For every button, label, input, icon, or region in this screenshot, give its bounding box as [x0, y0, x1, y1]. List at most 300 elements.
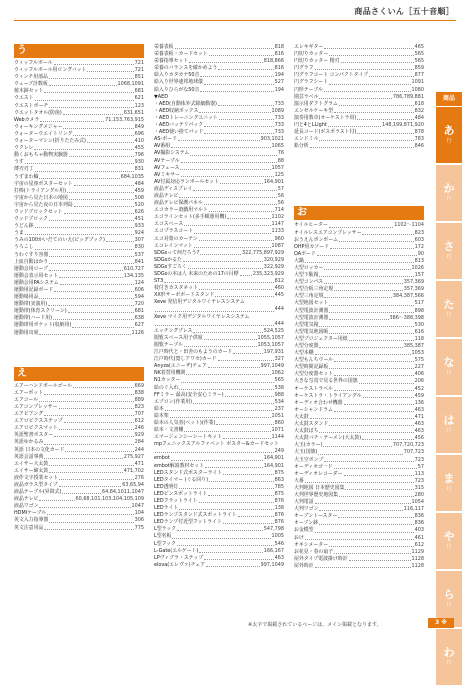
entry-name: LEDピンスポットライト — [154, 490, 208, 497]
entry-page: 463 — [414, 421, 424, 428]
dot-leader — [329, 84, 411, 85]
index-entry — [154, 306, 284, 313]
entry-name: 絵入りカタカナ50音 — [154, 72, 200, 79]
index-entry — [14, 439, 144, 446]
dot-leader — [199, 552, 262, 553]
entry-name: 英語会話事典 — [14, 453, 44, 460]
dot-leader — [63, 128, 133, 129]
entry-name: 大型分度器セット — [294, 371, 334, 378]
entry-page: 816 — [274, 51, 284, 58]
dot-leader — [49, 472, 123, 473]
entry-name: AV番組 — [154, 143, 171, 150]
entry-name: 絵本の人気者(ベット)(作業) — [154, 419, 216, 426]
entry-page: 818 — [274, 44, 284, 50]
dot-leader — [194, 233, 271, 234]
entry-name: ウィッフルボール — [14, 60, 53, 66]
dot-leader — [334, 390, 414, 391]
index-entry — [14, 322, 144, 329]
gyo-tab-0[interactable] — [436, 107, 462, 163]
index-entry — [294, 400, 424, 407]
dot-leader — [179, 509, 274, 510]
index-entry — [14, 131, 144, 138]
dot-leader — [220, 183, 263, 184]
index-entry — [14, 411, 144, 418]
section-heading-u: う — [14, 44, 144, 58]
entry-page: 846 — [414, 143, 424, 150]
dot-leader — [305, 539, 414, 540]
dot-leader — [199, 112, 270, 113]
index-entry — [14, 525, 144, 532]
entry-name: SDGsかるた — [154, 256, 182, 263]
index-entry — [14, 88, 144, 95]
index-entry — [154, 526, 284, 533]
entry-page: 56 — [277, 200, 284, 207]
index-entry — [154, 470, 284, 477]
dot-leader — [324, 91, 411, 92]
entry-page: 306 — [134, 517, 144, 524]
dot-leader — [59, 479, 134, 480]
gyo-tab-5[interactable] — [436, 397, 462, 453]
dot-leader — [35, 249, 134, 250]
entry-name: お金模型 — [294, 527, 314, 534]
dot-leader — [177, 545, 274, 546]
entry-page: 707,723 — [403, 449, 424, 456]
entry-page: 1055,1057 — [257, 334, 284, 341]
index-entry — [294, 549, 424, 556]
entry-page: 775 — [134, 524, 144, 531]
entry-name: ウォーターマシン(折りたたみ式) — [14, 138, 86, 145]
entry-name: ▼AED — [154, 93, 168, 100]
entry-page: 898 — [414, 307, 424, 314]
dot-leader — [349, 340, 414, 341]
index-entry — [294, 251, 424, 258]
entry-page: 57 — [417, 463, 424, 470]
index-entry — [154, 101, 284, 108]
entry-page: 1091 — [411, 79, 424, 86]
entry-page: 463 — [274, 554, 284, 561]
entry-name: オーケストラベル — [294, 385, 333, 392]
index-entry — [294, 464, 424, 471]
entry-page: 997,1049 — [260, 561, 284, 568]
entry-page: 681 — [134, 88, 144, 95]
entry-name: ・AED収納ボックス — [154, 107, 199, 114]
entry-page: 1068,1091 — [117, 81, 144, 88]
dot-leader — [172, 538, 270, 539]
index-entry — [154, 271, 284, 278]
page-number: 3 ※ — [428, 618, 454, 628]
entry-name: 大太鼓バチ・テーメン(大太鼓) — [294, 435, 362, 442]
index-entry — [294, 87, 424, 94]
index-entry — [154, 193, 284, 200]
entry-name: ウェーブ計数板 — [14, 81, 48, 88]
dot-leader — [204, 133, 273, 134]
dot-leader — [218, 69, 273, 70]
index-entry — [154, 463, 284, 470]
entry-name: LED透明灯 — [154, 483, 179, 490]
entry-name: 絵本・文書棚 — [154, 427, 184, 434]
index-entry — [154, 79, 284, 86]
entry-name: mpフェニックスアルファベット ボスター&カードセット — [154, 441, 279, 448]
entry-name: 閲覧スペース用子供席 — [154, 334, 203, 341]
entry-name: うわぐすり容器 — [14, 251, 49, 258]
tab-kana: ま — [443, 472, 455, 485]
dot-leader — [329, 546, 414, 547]
dot-leader — [334, 290, 403, 291]
dot-leader — [329, 368, 413, 369]
gyo-tab-3[interactable] — [436, 281, 462, 337]
page-title: 商品さくいん［五十音順］ — [354, 7, 454, 16]
entry-page: 1089 — [271, 107, 284, 114]
entry-name: エプロン(作業用) — [154, 398, 193, 405]
dot-leader — [319, 140, 413, 141]
dot-leader — [208, 367, 260, 368]
dot-leader — [319, 98, 391, 99]
entry-page: 859 — [414, 65, 424, 72]
dot-leader — [225, 396, 274, 397]
gyo-tab-9[interactable] — [436, 629, 462, 685]
index-entry — [14, 124, 144, 131]
dot-leader — [44, 458, 122, 459]
entry-name: SDGsの本は人 未来のための17の目標 — [154, 271, 239, 277]
dot-leader — [25, 163, 134, 164]
entry-page: 456 — [414, 435, 424, 442]
dot-leader — [49, 465, 133, 466]
entry-page: 471,702 — [123, 467, 144, 474]
dot-leader — [59, 429, 134, 430]
entry-page: 1102〜1104 — [394, 222, 424, 229]
tab-gyo: 行 — [446, 370, 452, 376]
dot-leader — [345, 489, 413, 490]
tab-kana: な — [443, 356, 455, 369]
index-entry — [154, 129, 284, 136]
entry-name: 円グラフ — [294, 65, 314, 72]
entry-name: エレキギター — [294, 44, 324, 50]
entry-name: 宇宙の星座ポスターセット — [14, 180, 73, 187]
entry-name: 運動帯(体育スクリーン) — [14, 308, 67, 315]
entry-page: 484 — [414, 114, 424, 121]
entry-name: 大型三角定規 — [294, 293, 324, 300]
index-entry — [14, 95, 144, 102]
dot-leader — [184, 431, 270, 432]
entry-page: 1051 — [271, 412, 284, 419]
dot-leader — [64, 422, 134, 423]
entry-name: 液晶テレビ — [154, 192, 179, 199]
entry-page: 733 — [274, 114, 284, 121]
entry-page: 878 — [414, 129, 424, 136]
entry-page: 924 — [134, 230, 144, 237]
entry-name: 屋外タイプ電波掛け時計 — [294, 555, 348, 562]
entry-name: エコカラー遊戯用マルト — [154, 207, 208, 214]
entry-name: 運動用記録ボード — [14, 287, 54, 293]
entry-page: 1047 — [131, 503, 144, 510]
index-entry — [294, 308, 424, 315]
entry-name: 大玉(カラー) — [294, 442, 323, 449]
entry-page: 565 — [274, 377, 284, 384]
dot-leader — [68, 312, 134, 313]
index-entry — [294, 79, 424, 86]
entry-name: 大型合板三角定規 — [294, 286, 334, 293]
dot-leader — [49, 85, 117, 86]
entry-page: 813 — [414, 257, 424, 264]
dot-leader — [315, 567, 411, 568]
index-list-e — [14, 383, 144, 532]
gyo-tab-1[interactable] — [436, 165, 462, 221]
dot-leader — [204, 126, 273, 127]
index-entry — [154, 243, 284, 250]
dot-leader — [39, 334, 130, 335]
entry-name: 絵のぐ入れ — [154, 384, 179, 391]
dot-leader — [180, 169, 270, 170]
entry-page: 463 — [414, 428, 424, 435]
entry-name: 大判世界歴史地図集 — [294, 491, 339, 498]
entry-page: 903,1021 — [260, 136, 284, 143]
dot-leader — [193, 332, 262, 333]
dot-leader — [324, 297, 392, 298]
entry-page: 723 — [414, 456, 424, 463]
index-entry — [294, 457, 424, 464]
entry-name: エアロビクスステップ — [14, 418, 63, 425]
entry-page: 714 — [274, 207, 284, 214]
index-entry — [14, 461, 144, 468]
entry-page: 537 — [134, 251, 144, 258]
dot-leader — [310, 147, 414, 148]
dot-leader — [60, 284, 134, 285]
dot-leader — [209, 55, 274, 56]
dot-leader — [218, 105, 274, 106]
entry-name: SDGsって何だろう? — [154, 249, 200, 256]
dot-leader — [72, 327, 133, 328]
tab-gyo: 行 — [446, 660, 452, 666]
dot-leader — [186, 374, 270, 375]
entry-name: エアコール — [14, 396, 39, 403]
dot-leader — [59, 486, 122, 487]
entry-name: エマージェンシーシートキット — [154, 434, 222, 441]
entry-name: 運動場用品 — [14, 294, 39, 301]
entry-page: 877 — [414, 72, 424, 79]
dot-leader — [73, 387, 134, 388]
tab-gyo: 行 — [446, 602, 452, 608]
entry-name: エアピアング — [14, 411, 44, 418]
entry-page: 445 — [274, 292, 284, 299]
entry-page: 1147 — [271, 221, 284, 228]
index-list-o — [294, 222, 424, 570]
dot-leader — [190, 155, 277, 156]
entry-page: 386〜388,398 — [389, 314, 424, 321]
entry-name: SDGsすごろく — [154, 263, 187, 270]
entry-page: 157 — [414, 272, 424, 279]
entry-page: 638 — [134, 315, 144, 322]
index-entry — [294, 386, 424, 393]
dot-leader — [54, 291, 134, 292]
dot-leader — [223, 523, 274, 524]
entry-page: 538 — [274, 384, 284, 391]
entry-name: 大型電波計測器 — [294, 307, 329, 314]
dot-leader — [179, 389, 273, 390]
entry-name: 植木鉢セット — [14, 88, 44, 95]
dot-leader — [44, 415, 134, 416]
entry-name: エアロビクスマット — [14, 425, 58, 432]
index-entry — [154, 250, 284, 257]
entry-page: 71,153,763,915 — [105, 116, 144, 123]
entry-page: 134,135 — [123, 272, 144, 279]
entry-page: 612 — [134, 418, 144, 425]
index-entry — [14, 418, 144, 425]
entry-page: 452 — [414, 385, 424, 392]
gyo-tab-6[interactable] — [436, 455, 462, 511]
entry-page: 796 — [134, 152, 144, 159]
dot-leader — [318, 454, 402, 455]
entry-page: 444 — [274, 306, 284, 313]
entry-name: AV撮影システム — [154, 150, 190, 157]
index-column-3 — [294, 44, 424, 570]
dot-leader — [329, 227, 393, 228]
entry-page: 863 — [274, 476, 284, 483]
index-entry — [14, 475, 144, 482]
entry-name: elova(エレヴァ)チェア — [154, 561, 206, 568]
dot-leader — [334, 411, 414, 412]
index-entry — [154, 328, 284, 335]
index-entry — [294, 265, 424, 272]
dot-leader — [329, 312, 413, 313]
entry-name: 大型本棚 — [294, 350, 314, 357]
dot-leader — [171, 460, 263, 461]
index-entry — [294, 478, 424, 485]
index-entry — [154, 548, 284, 555]
tab-gyo: 行 — [446, 196, 452, 202]
dot-leader — [170, 417, 271, 418]
entry-page: 459 — [134, 187, 144, 194]
dot-leader — [69, 156, 134, 157]
entry-name: 大判地図 日本歴史図集 — [294, 484, 345, 491]
entry-name: オーケストラ・トライアングル — [294, 392, 362, 399]
entry-name: AVミキサー — [154, 171, 180, 178]
index-entry — [294, 471, 424, 478]
entry-page: 463 — [414, 406, 424, 413]
dot-leader — [49, 263, 133, 264]
entry-page: 610,727 — [123, 265, 144, 272]
dot-leader — [155, 452, 274, 453]
entry-page: 64,84,1011,1047 — [101, 489, 144, 496]
index-entry — [14, 181, 144, 188]
index-entry — [294, 237, 424, 244]
entry-page: 406 — [414, 371, 424, 378]
index-entry — [294, 322, 424, 329]
entry-name: AS-ボード — [154, 136, 177, 143]
entry-page: 88 — [277, 157, 284, 164]
entry-name: 栄養指導セット — [154, 58, 189, 65]
entry-name: 栄養のバランスを確かめよう — [154, 65, 218, 72]
index-entry — [14, 195, 144, 202]
entry-name: 上皿自動はかり — [14, 258, 49, 265]
index-entry — [14, 468, 144, 475]
entry-page: 786,789,881 — [392, 93, 424, 100]
index-entry — [294, 563, 424, 570]
entry-page: 1062 — [271, 370, 284, 377]
entry-name: エコラインセット(多手順運用機) — [154, 214, 227, 221]
entry-name: 演奏用教卓(オーケストラ用) — [294, 114, 357, 121]
tab-kana: ら — [443, 588, 455, 601]
dot-leader — [189, 62, 263, 63]
dot-leader — [329, 425, 413, 426]
entry-page: 116,117 — [403, 506, 424, 513]
entry-page: 1053,1057 — [257, 341, 284, 348]
dot-leader — [317, 255, 417, 256]
entry-name: embot — [154, 455, 170, 462]
entry-page: 832 — [414, 107, 424, 114]
entry-name: うす — [14, 159, 24, 166]
entry-page: 410 — [134, 138, 144, 145]
dot-leader — [209, 481, 274, 482]
entry-page: 461 — [414, 534, 424, 541]
entry-name: エアコンプレッサー — [14, 403, 58, 410]
entry-name: 大型プロジェクター用紙 — [294, 335, 348, 342]
entry-page: 327 — [274, 356, 284, 363]
entry-name: OHP用カソード — [294, 243, 329, 250]
entry-name: LEDライト — [154, 505, 179, 512]
dot-leader — [218, 360, 274, 361]
index-column-1 — [14, 44, 144, 532]
entry-name: 絵本架 — [154, 412, 169, 419]
dot-leader — [324, 48, 413, 49]
entry-name: エンドミル — [294, 136, 319, 143]
tab-gyo: 行 — [446, 544, 452, 550]
index-entry — [154, 314, 284, 321]
entry-name: 江戸時代(寛しアワセ)カード — [154, 356, 217, 363]
dot-leader — [48, 305, 133, 306]
entry-page: 618 — [414, 100, 424, 107]
entry-page: 471 — [134, 460, 144, 467]
entry-name: 屋外時計 — [294, 562, 314, 569]
dot-leader — [219, 119, 274, 120]
dot-leader — [199, 289, 274, 290]
index-entry — [14, 202, 144, 209]
gyo-tab-2[interactable] — [436, 223, 462, 279]
dot-leader — [74, 206, 134, 207]
index-entry — [154, 441, 284, 448]
entry-page: 527 — [274, 79, 284, 86]
index-entry — [154, 420, 284, 427]
entry-page: 1102 — [271, 214, 284, 221]
entry-name: 大型電波計測器 — [294, 314, 329, 321]
dot-leader — [310, 418, 414, 419]
footnote: ※太字で掲載されているページは、メイン掲載となります。 — [248, 622, 382, 628]
dot-leader — [59, 277, 123, 278]
dot-leader — [164, 282, 273, 283]
entry-page: 322,775,897,929 — [241, 249, 284, 256]
dot-leader — [155, 311, 274, 312]
dot-leader — [359, 383, 414, 384]
entry-name: 大判ワゴン — [294, 506, 319, 513]
entry-name: おうえんポンポーム — [294, 236, 339, 243]
dot-leader — [183, 261, 263, 262]
index-entry — [154, 427, 284, 434]
gyo-tab-4[interactable] — [436, 339, 462, 395]
entry-name: 大型電気箱 — [294, 321, 319, 328]
entry-name: ウィッフルボール用ロングバット — [14, 67, 87, 74]
entry-page: 320,929 — [263, 256, 284, 263]
dot-leader — [87, 142, 134, 143]
dot-leader — [53, 319, 134, 320]
dot-leader — [344, 475, 414, 476]
dot-leader — [49, 256, 133, 257]
entry-name: L-Gate(エルゲート) — [154, 547, 199, 554]
dot-leader — [341, 62, 414, 63]
entry-name: 円と4とLLight — [294, 122, 327, 129]
gyo-tab-7[interactable] — [436, 513, 462, 569]
sidebar-label: 商品 — [436, 92, 462, 106]
dot-leader — [339, 241, 414, 242]
entry-page: 471 — [414, 413, 424, 420]
